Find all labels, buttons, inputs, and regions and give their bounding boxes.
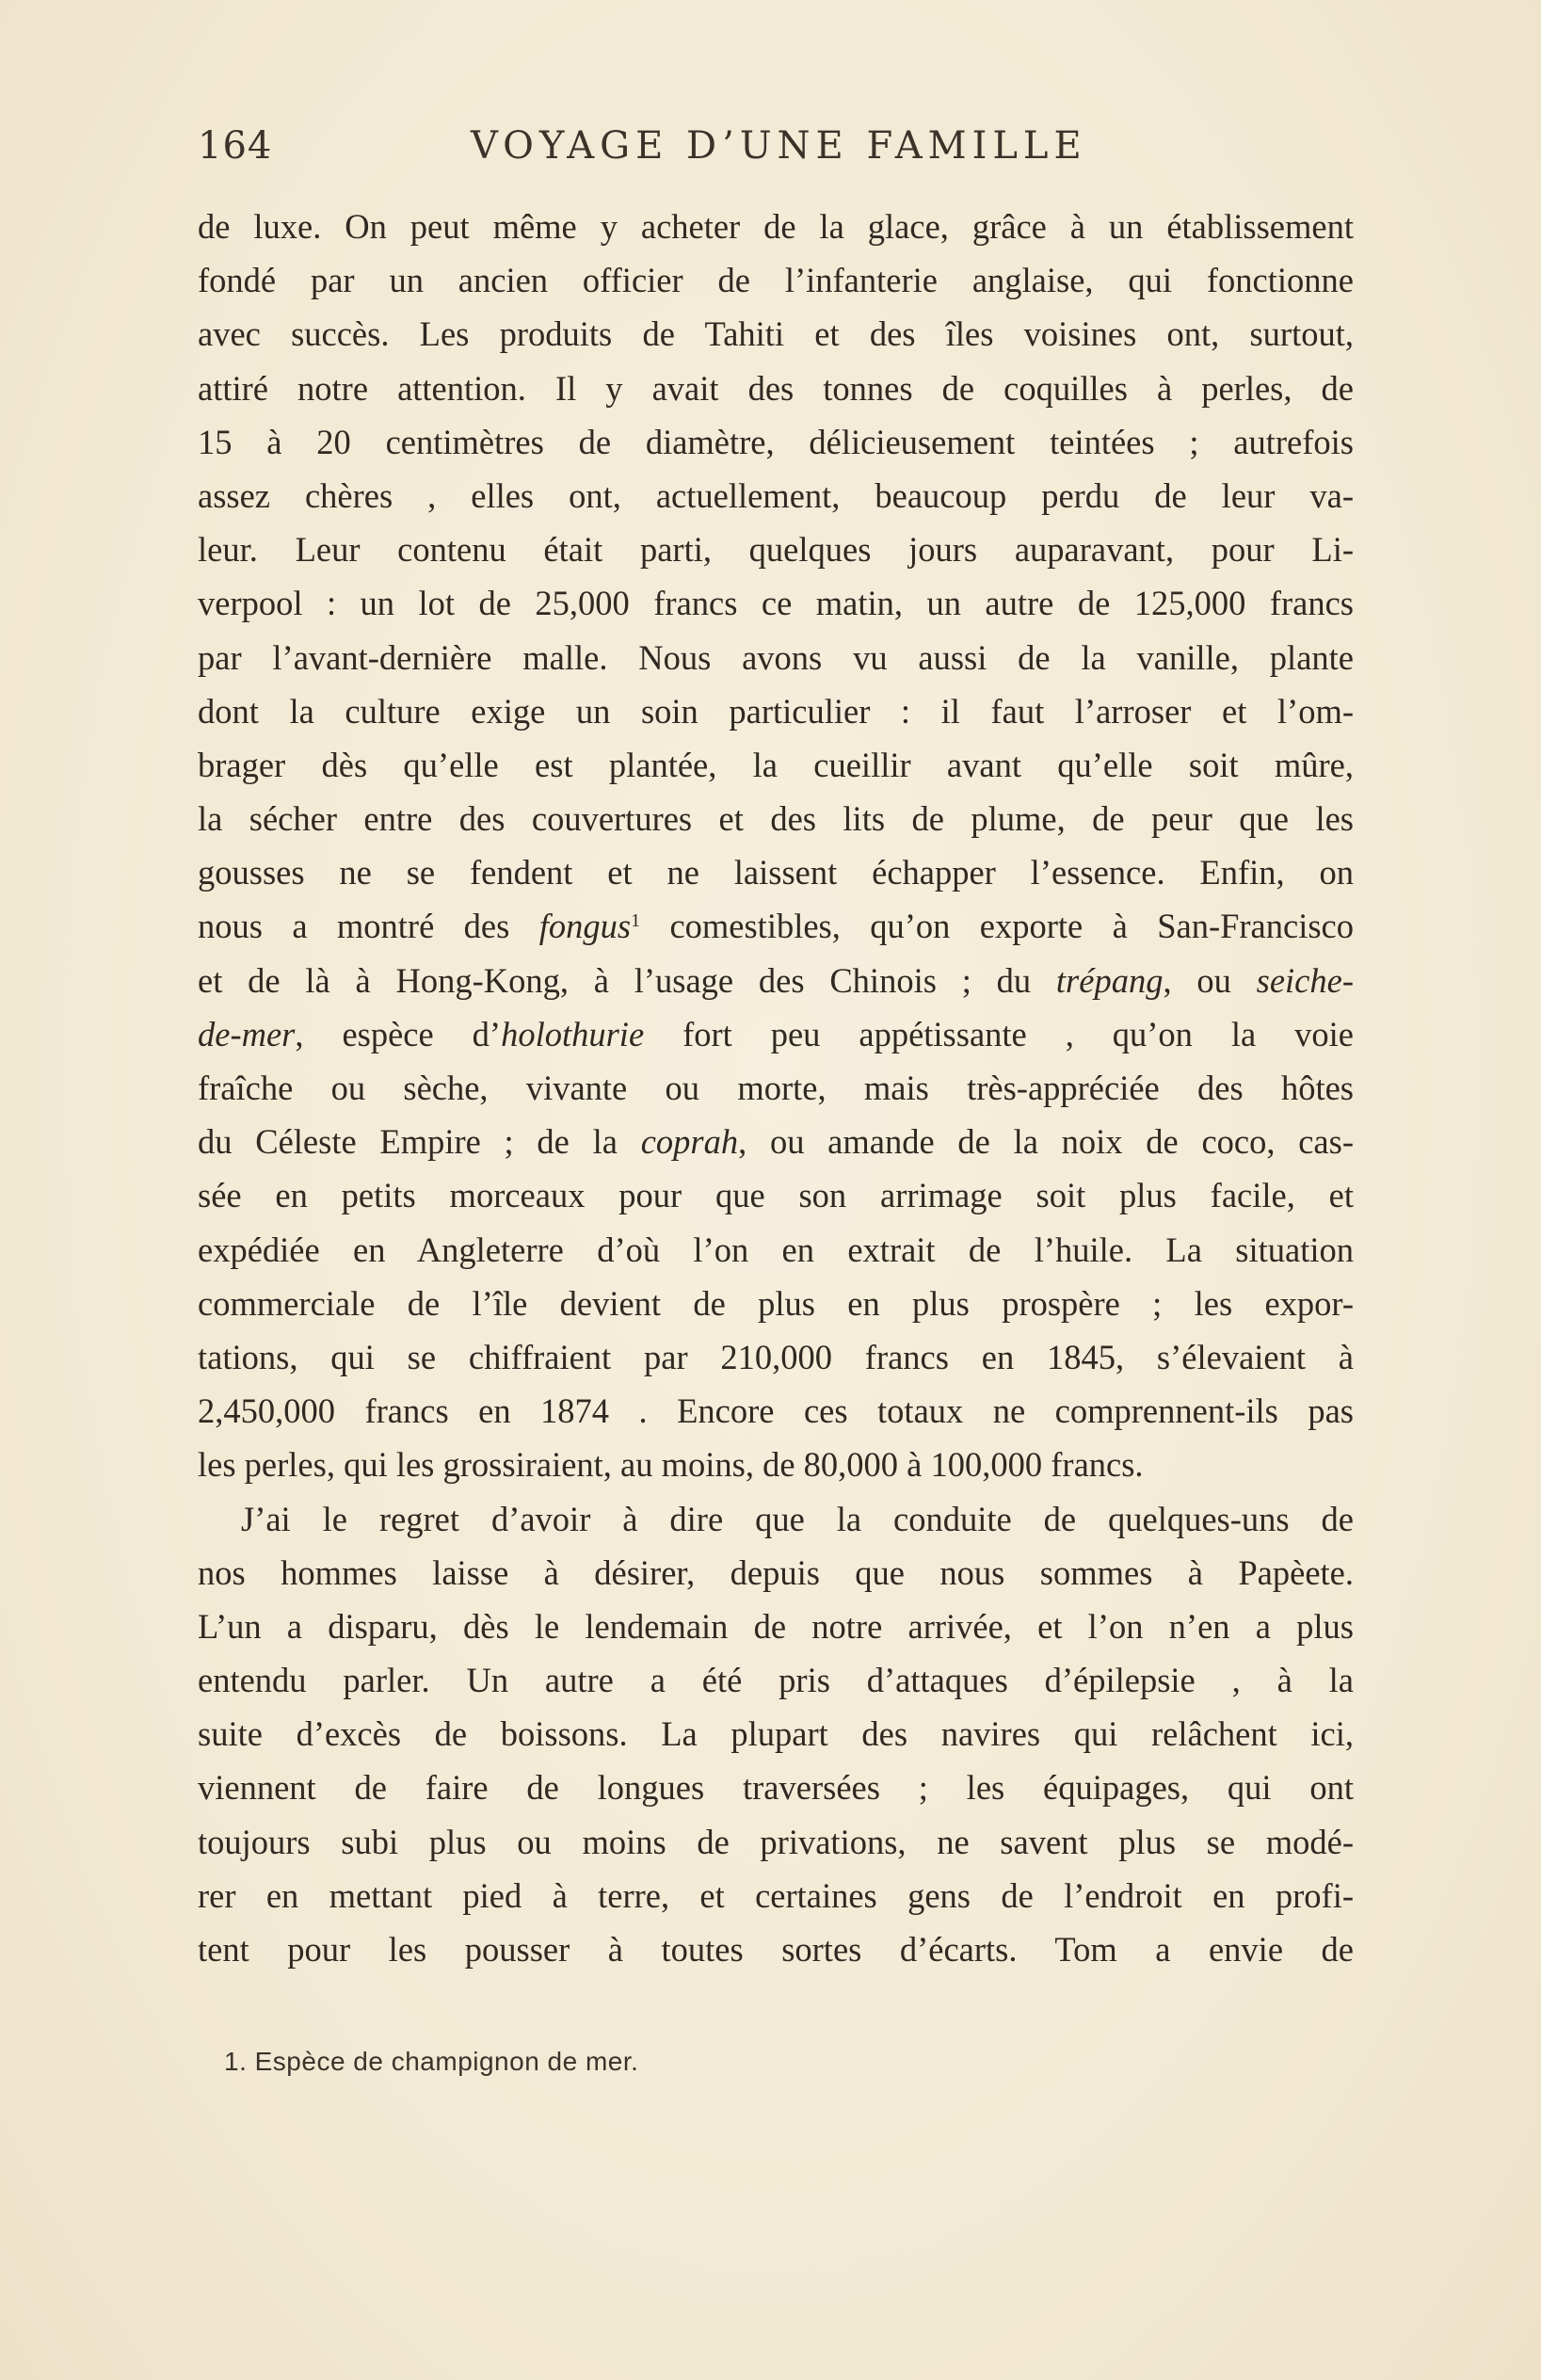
- text-line: expédiée en Angleterre d’où l’on en extrait de l’huile. La situation: [198, 1230, 1354, 1269]
- text-line: viennent de faire de longues traversées ; les équipages, qui ont: [198, 1768, 1354, 1808]
- text-line: de luxe. On peut même y acheter de la glace, grâce à un établissement: [198, 207, 1354, 246]
- text-line: avec succès. Les produits de Tahiti et des îles voisines ont, surtout,: [198, 314, 1354, 354]
- text-line: 15 à 20 centimètres de diamètre, délicieusement teintées ; autrefois: [198, 422, 1354, 461]
- text-line: [198, 954, 1354, 1007]
- text-line: par l’avant-dernière malle. Nous avons vu aussi de la vanille, plante: [198, 637, 1354, 677]
- text-line: la sécher entre des couvertures et des lits de plume, de peur que les: [198, 799, 1354, 839]
- text-line: 2,450,000 francs en 1874 . Encore ces totaux ne comprennent-ils pas: [198, 1391, 1354, 1431]
- footnote: 1. Espèce de champignon de mer.: [224, 2047, 639, 2076]
- text-line: rer en mettant pied à terre, et certaines gens de l’endroit en profi-: [198, 1875, 1354, 1915]
- text-line: nos hommes laisse à désirer, depuis que nous sommes à Papèete.: [198, 1552, 1354, 1592]
- text-segment: comestibles, qu’on exporte à San-Francisco: [640, 907, 1354, 946]
- page-header: [198, 124, 1356, 177]
- text-segment: nous a montré des: [198, 907, 539, 946]
- text-segment: et de là à Hong-Kong, à l’usage des Chinois ; du: [198, 960, 1056, 1000]
- text-line: brager dès qu’elle est plantée, la cueillir avant qu’elle soit mûre,: [198, 745, 1354, 784]
- text-line: tations, qui se chiffraient par 210,000 francs en 1845, s’élevaient à: [198, 1337, 1354, 1376]
- text-line: leur. Leur contenu était parti, quelques jours auparavant, pour Li-: [198, 530, 1354, 570]
- text-line: gousses ne se fendent et ne laissent échapper l’essence. Enfin, on: [198, 853, 1354, 892]
- italic-term: seiche-: [1256, 960, 1354, 1000]
- text-line: [198, 1007, 1354, 1061]
- text-line: sée en petits morceaux pour que son arrimage soit plus facile, et: [198, 1176, 1354, 1215]
- text-line: fondé par un ancien officier de l’infanterie anglaise, qui fonctionne: [198, 261, 1354, 300]
- text-line: L’un a disparu, dès le lendemain de notre arrivée, et l’on n’en a plus: [198, 1606, 1354, 1646]
- text-line: tent pour les pousser à toutes sortes d’écarts. Tom a envie de: [198, 1930, 1354, 1969]
- italic-term: fongus: [538, 907, 632, 946]
- text-segment: , ou amande de la noix de coco, cas-: [738, 1122, 1354, 1162]
- text-line: commerciale de l’île devient de plus en plus prospère ; les expor-: [198, 1283, 1354, 1323]
- text-segment: du Céleste Empire ; de la: [198, 1122, 641, 1162]
- italic-term: holothurie: [501, 1014, 645, 1053]
- italic-term: coprah: [640, 1122, 739, 1162]
- text-line: J’ai le regret d’avoir à dire que la conduite de quelques-uns de: [241, 1499, 1354, 1538]
- running-title: VOYAGE D’UNE FAMILLE: [471, 124, 1087, 168]
- body-text: [198, 200, 1354, 1976]
- text-line: verpool : un lot de 25,000 francs ce matin, un autre de 125,000 francs: [198, 584, 1354, 623]
- text-segment: , ou: [1163, 960, 1257, 1000]
- text-line: assez chères , elles ont, actuellement, beaucoup perdu de leur va-: [198, 475, 1354, 515]
- italic-term: de-mer: [198, 1014, 296, 1053]
- text-line: [198, 1115, 1354, 1168]
- text-line: [198, 899, 1354, 953]
- text-line: toujours subi plus ou moins de privations, ne savent plus se modé-: [198, 1822, 1354, 1861]
- text-line: attiré notre attention. Il y avait des tonnes de coquilles à perles, de: [198, 368, 1354, 408]
- footnote-reference[interactable]: 1: [631, 910, 641, 932]
- text-line: entendu parler. Un autre a été pris d’attaques d’épilepsie , à la: [198, 1661, 1354, 1700]
- page-number: 164: [198, 124, 273, 168]
- text-line: les perles, qui les grossiraient, au moins, de 80,000 à 100,000 francs.: [198, 1445, 1144, 1485]
- italic-term: trépang: [1055, 960, 1164, 1000]
- text-line: suite d’excès de boissons. La plupart des navires qui relâchent ici,: [198, 1714, 1354, 1754]
- text-line: dont la culture exige un soin particulier : il faut l’arroser et l’om-: [198, 691, 1354, 731]
- text-segment: fort peu appétissante , qu’on la voie: [644, 1014, 1354, 1053]
- text-segment: , espèce d’: [295, 1014, 502, 1053]
- text-line: fraîche ou sèche, vivante ou morte, mais très-appréciée des hôtes: [198, 1069, 1354, 1107]
